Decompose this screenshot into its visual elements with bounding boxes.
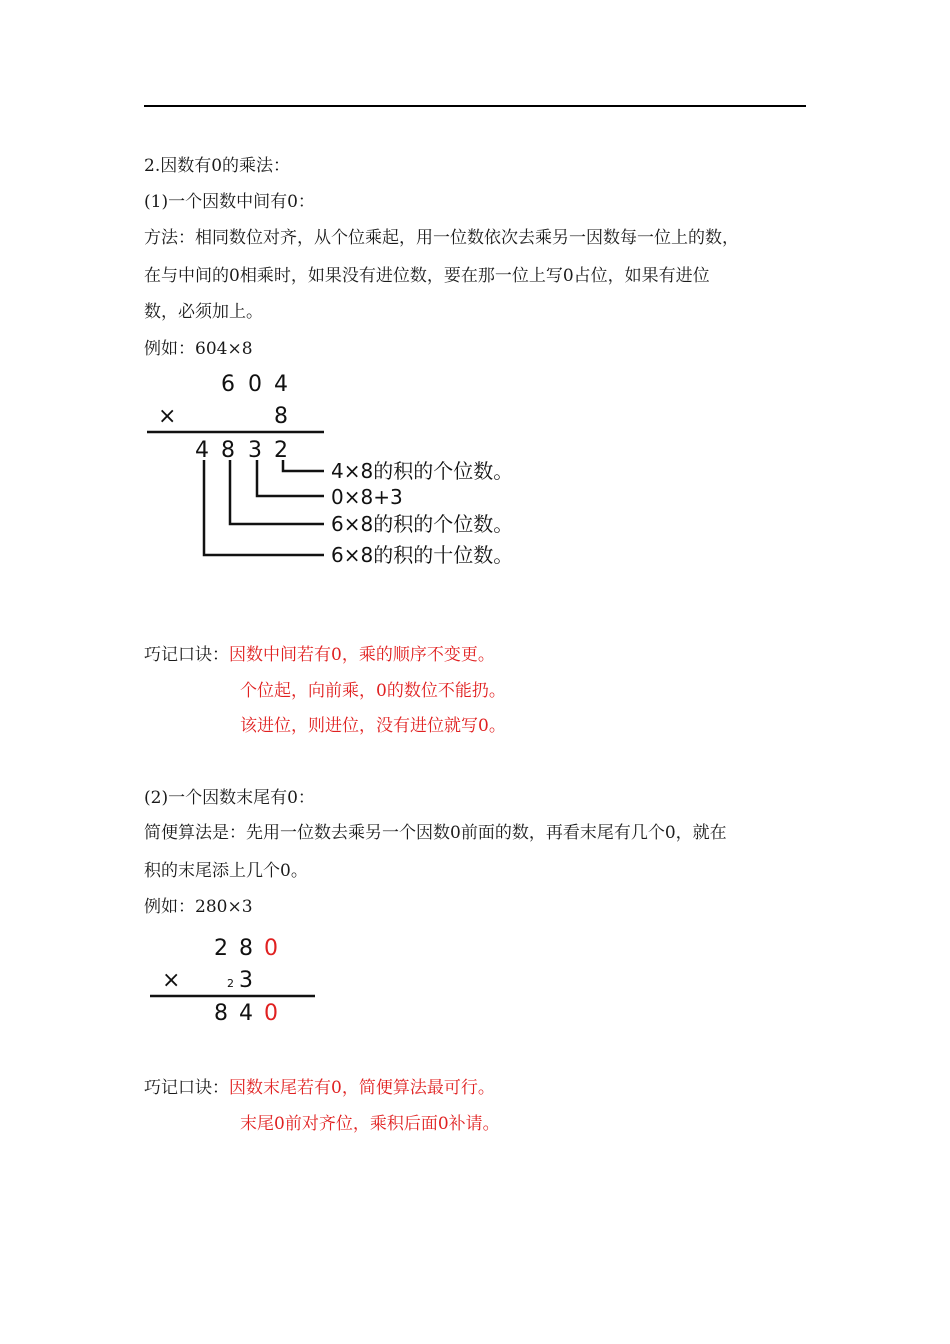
annotation-3: 6×8的积的个位数。 [331, 512, 514, 536]
digit-top-hundreds: 6 [221, 372, 235, 397]
digit-top-tens: 0 [248, 372, 262, 397]
part1-rhyme-3: 该进位，则进位，没有进位就写0。 [240, 716, 506, 736]
digit-top-hundreds: 2 [214, 936, 228, 961]
part2-method-line-2: 积的末尾添上几个0。 [144, 861, 308, 881]
part1-rhyme-2: 个位起，向前乘，0的数位不能扔。 [240, 681, 506, 701]
digit-result-tens: 4 [239, 1001, 253, 1026]
multiplication-diagram-280x3 [140, 930, 340, 1030]
part1-method-line-1: 方法：相同数位对齐，从个位乘起，用一位数依次去乘另一因数每一位上的数， [144, 228, 739, 248]
digit-top-tens: 8 [239, 936, 253, 961]
annotation-4: 6×8的积的十位数。 [331, 543, 514, 567]
annotation-1: 4×8的积的个位数。 [331, 459, 514, 483]
multiplication-diagram-604x8 [140, 368, 580, 578]
connector-thousands [204, 460, 324, 555]
part1-method-line-2: 在与中间的0相乘时，如果没有进位数，要在那一位上写0占位，如果有进位 [144, 266, 710, 286]
part2-example: 例如：280×3 [144, 897, 253, 917]
digit-result-ones-zero: 0 [264, 1001, 278, 1026]
digit-result-hundreds: 8 [221, 438, 235, 463]
connector-hundreds [230, 460, 324, 524]
part1-rhyme-label: 巧记口诀： [144, 645, 229, 665]
multiply-sign: × [158, 404, 177, 429]
header-rule [144, 105, 806, 107]
multiply-sign: × [162, 968, 181, 993]
digit-multiplier: 8 [274, 404, 288, 429]
digit-result-ones: 2 [274, 438, 288, 463]
digit-result-thousands: 4 [195, 438, 209, 463]
annotation-2: 0×8+3 [331, 485, 403, 509]
carry-digit: 2 [227, 977, 234, 990]
connector-tens [257, 460, 324, 496]
digit-result-tens: 3 [248, 438, 262, 463]
part1-heading: (1)一个因数中间有0： [144, 192, 315, 212]
part2-method-line-1: 简便算法是：先用一位数去乘另一个因数0前面的数，再看末尾有几个0，就在 [144, 823, 727, 843]
part2-rhyme-2: 末尾0前对齐位，乘积后面0补请。 [240, 1114, 500, 1134]
part2-rhyme-1: 因数末尾若有0，简便算法最可行。 [229, 1078, 495, 1098]
part1-example: 例如：604×8 [144, 339, 253, 359]
digit-top-ones-zero: 0 [264, 936, 278, 961]
part1-rhyme-row-1 [144, 643, 495, 667]
digit-multiplier: 3 [239, 968, 253, 993]
part2-rhyme-label: 巧记口诀： [144, 1078, 229, 1098]
part1-method-line-3: 数，必须加上。 [144, 302, 263, 322]
digit-top-ones: 4 [274, 372, 288, 397]
part1-rhyme-1: 因数中间若有0，乘的顺序不变更。 [229, 645, 495, 665]
part2-heading: (2)一个因数末尾有0： [144, 788, 315, 808]
section-title: 2.因数有0的乘法： [144, 156, 291, 176]
connector-ones [283, 460, 324, 471]
digit-result-hundreds: 8 [214, 1001, 228, 1026]
part2-rhyme-row-1 [144, 1076, 495, 1100]
